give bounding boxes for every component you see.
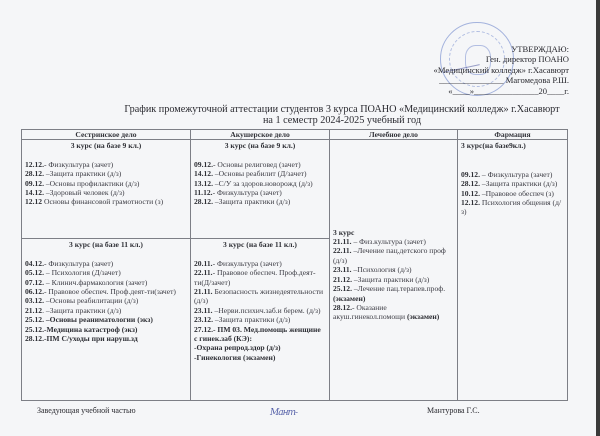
entry-date: 23.11.: [194, 305, 213, 315]
entry-subject: - Правовое обеспеч. Проф.деят-ти(Д/зачет): [194, 268, 316, 287]
entry-subject: –Здоровый человек (д/з): [43, 188, 125, 198]
entry-date: 12.12.: [25, 159, 44, 169]
group-heading: 3 курс(на базе9кл.): [461, 141, 526, 151]
entry-subject: Основы финансовой грамотности (з): [42, 197, 164, 207]
entry-date: 21.12: [25, 305, 43, 315]
schedule-entry: [194, 169, 326, 178]
entry-subject: Психология общения (д/з): [461, 198, 562, 217]
schedule-entry: [194, 287, 326, 306]
schedule-entry: [25, 197, 187, 206]
schedule-entry-exam: 27.12.- ПМ 03. Мед.помощь женщине с гинек.заб (КЭ):: [194, 324, 321, 344]
entry-subject: – Клинич.фармакология (зачет): [43, 277, 148, 287]
approval-date: «____»_______________20____г.: [448, 85, 569, 96]
schedule-entry-exam: 25.12. –Основы реаниматологии (экз): [25, 315, 153, 325]
entry-date: 12.12: [25, 197, 43, 207]
entry-subject: – Физ.культура (зачет): [351, 237, 426, 247]
schedule-entry: [25, 268, 187, 277]
schedule-entry: [25, 179, 187, 188]
entry-subject: - Физкультура (зачет): [212, 258, 282, 268]
schedule-entry: [194, 259, 326, 268]
schedule-entry: [461, 198, 564, 217]
entry-subject: –Основы профилактики (д/з): [43, 178, 140, 188]
entry-date: 05.12.: [25, 268, 44, 278]
schedule-entry: [25, 278, 187, 287]
entry-subject: Безопасность жизнедеятельности (д/з): [194, 287, 324, 306]
entry-subject: - Оказание акуш.гинекол.помощи: [333, 302, 407, 322]
footer-name: Мантурова Г.С.: [427, 406, 480, 415]
column-header-general-medicine: Лечебное дело: [330, 130, 458, 140]
approval-block: [434, 44, 569, 96]
entry-subject: - Правовое обеспеч. Проф.деят-ти(зачет): [43, 287, 176, 297]
schedule-entry: [25, 296, 187, 305]
schedule-entry: [194, 197, 326, 206]
entry-date: 22.11.: [194, 268, 213, 278]
pharmacy-cell: [458, 140, 568, 401]
schedule-entry: [25, 169, 187, 178]
entry-subject: –Основы реабилит (Д/зачет): [212, 169, 307, 179]
entry-date: 09.12.: [194, 159, 213, 169]
entry-date: 14.12.: [25, 188, 44, 198]
schedule-entry: [194, 179, 326, 188]
document-subtitle: на 1 семестр 2024-2025 учебный год: [262, 115, 422, 126]
entry-subject: –Защита практики (д/з): [212, 315, 291, 325]
schedule-entry: [194, 306, 326, 315]
schedule-entry-exam: -Охрана репрод.здор (д/з): [194, 343, 281, 353]
entry-subject: –Лечение пац.детского проф (д/з): [333, 246, 446, 265]
group-heading: 3 курс (на базе 11 кл.): [69, 240, 143, 250]
schedule-entry: [333, 265, 454, 274]
table-row: [22, 140, 568, 239]
entry-date: 13.12.: [194, 178, 213, 188]
entry-exam-type: (экзамен): [406, 312, 440, 322]
approval-organization: «Медицинский колледж» г.Хасавюрт: [433, 64, 569, 75]
entry-date: 10.12.: [461, 188, 480, 198]
footer-signature: Мант-: [270, 408, 298, 418]
entry-date: 25.12.: [333, 284, 352, 294]
approval-heading: УТВЕРЖДАЮ:: [511, 44, 569, 54]
schedule-entry: [333, 303, 454, 322]
schedule-entry: [461, 179, 564, 188]
entry-date: 23.12.: [194, 315, 213, 325]
entry-subject: –Защита практики (д/з): [479, 179, 558, 189]
column-header-nursing: Сестринское дело: [22, 130, 191, 140]
document-title: График промежуточной аттестации студентов 3 курса ПОАНО «Медицинский колледж» г.Хасавюрт: [124, 104, 560, 115]
group-heading: 3 курс (на базе 9 кл.): [70, 141, 142, 151]
entry-subject: –Защита практики (д/з): [351, 274, 430, 284]
footer-position: Заведующая учебной частью: [37, 406, 136, 415]
general-medicine-cell: [330, 140, 458, 401]
entry-date: 28.12.: [194, 197, 213, 207]
schedule-table: [21, 129, 568, 401]
entry-subject: - Основы религовед (зачет): [212, 159, 301, 169]
entry-date: 21.12.: [333, 274, 352, 284]
entry-date: 28.12.: [461, 179, 480, 189]
entry-subject: –Правовое обеспеч (з): [479, 188, 554, 198]
schedule-entry: [25, 259, 187, 268]
entry-subject: –Лечение пац.терапев.проф.: [351, 284, 446, 294]
group-heading: 3 курс (на базе 11 кл.): [223, 240, 297, 250]
entry-date: 04.12.: [25, 258, 44, 268]
entry-subject: –Защита практики (д/з): [212, 197, 291, 207]
schedule-entry: [194, 188, 326, 197]
schedule-entry: [25, 160, 187, 169]
entry-date: 09.12.: [25, 178, 44, 188]
approval-signer: _______________ Магомедова Р.Ш.: [439, 75, 569, 86]
entry-subject: – Физкультура (зачет): [479, 169, 553, 179]
schedule-entry-exam: -Гинекология (экзамен): [194, 352, 276, 362]
entry-subject: . –Защита практики (д/з): [42, 305, 122, 315]
approval-position: Ген. директор ПОАНО: [485, 54, 569, 65]
entry-date: 28.12.: [333, 302, 352, 312]
schedule-entry: [461, 170, 564, 179]
obstetrics-9-cell: [191, 140, 330, 239]
obstetrics-11-cell: [191, 239, 330, 401]
entry-subject: - Физкультура (зачет): [43, 258, 114, 268]
entry-date: 21.11.: [194, 287, 213, 297]
entry-date: 20.11.: [194, 258, 213, 268]
entry-subject: – Психология (Д/зачет): [43, 268, 121, 278]
page-edge: [596, 0, 600, 436]
group-heading: 3 курс: [333, 227, 355, 237]
entry-date: 14.12.: [194, 169, 213, 179]
schedule-entry-exam: 28.12.-ПМ С/уходы при наруш.зд: [25, 334, 138, 344]
entry-date: 21.11.: [333, 237, 352, 247]
entry-date: 09.12.: [461, 169, 480, 179]
entry-subject: –Психология (д/з): [351, 265, 412, 275]
entry-subject: –С/У за здоров.новорожд (д/з): [212, 178, 313, 188]
entry-date: 22.11.: [333, 246, 352, 256]
entry-date: 23.11.: [333, 265, 352, 275]
schedule-entry: [194, 160, 326, 169]
schedule-entry: [333, 237, 454, 246]
schedule-entry: [194, 268, 326, 287]
entry-date: 28.12.: [25, 169, 44, 179]
schedule-entry-exam: 25.12.-Медицина катастроф (экз): [25, 324, 138, 334]
schedule-entry: [25, 306, 187, 315]
column-header-obstetrics: Акушерское дело: [191, 130, 330, 140]
entry-subject: - Физкультура (зачет): [212, 188, 282, 198]
entry-subject: –Защита практики (д/з): [43, 169, 122, 179]
schedule-entry: [333, 246, 454, 265]
entry-date: 12.12.: [461, 198, 480, 208]
entry-date: 07.12.: [25, 277, 44, 287]
nursing-11-cell: [22, 239, 191, 401]
column-header-pharmacy: Фармация: [458, 130, 568, 140]
entry-subject: - Физкультура (зачет): [43, 159, 114, 169]
nursing-9-cell: [22, 140, 191, 239]
entry-date: 06.12.: [25, 287, 44, 297]
header-row: [22, 130, 568, 140]
entry-subject: –Основы реабилитации (д/з): [43, 296, 139, 306]
schedule-entry: [333, 275, 454, 284]
group-heading: 3 курс (на базе 9 кл.): [224, 141, 296, 151]
schedule-entry: [25, 287, 187, 296]
entry-subject: –Нерви.психич.заб.и берем. (д/з): [212, 305, 321, 315]
entry-exam-type: (экзамен): [333, 293, 366, 303]
schedule-entry: [461, 189, 564, 198]
schedule-entry: [25, 188, 187, 197]
schedule-entry: [194, 315, 326, 324]
entry-date: 11.12.: [194, 188, 213, 198]
schedule-entry: [333, 284, 454, 303]
entry-date: 03.12.: [25, 296, 44, 306]
